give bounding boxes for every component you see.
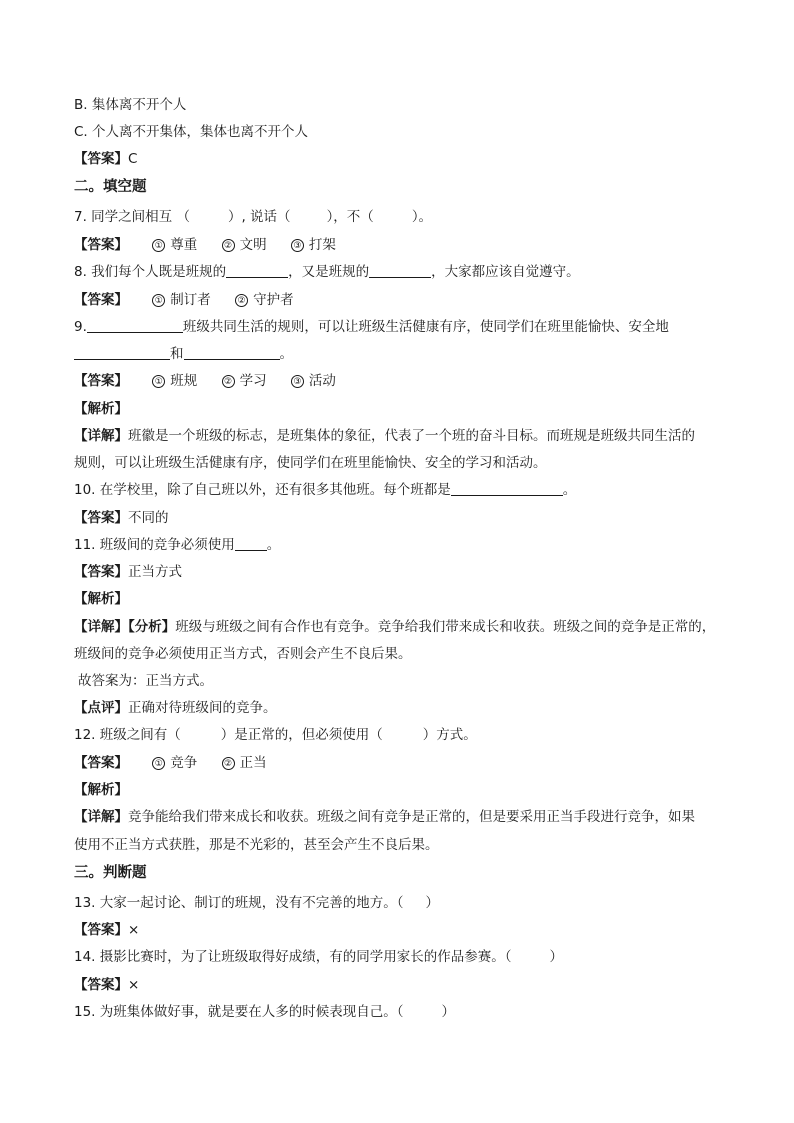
section-title-true-false: 三。判断题 [74, 865, 147, 881]
q10-question [74, 481, 576, 499]
answer-label: 【答案】 [74, 564, 128, 580]
q11-text-2: 。 [266, 537, 281, 553]
q12-text-3: ）方式。 [422, 727, 477, 743]
q12-detail-line-1 [74, 808, 695, 826]
detail-text: 竞争能给我们带来成长和收获。班级之间有竞争是正常的，但是要采用正当手段进行竞争，如果 [128, 809, 695, 825]
answer-item-1: ① 竞争 [152, 755, 197, 771]
q11-answer [74, 563, 182, 581]
answer-label: 【答案】 [74, 510, 128, 526]
q10-text-1: 10. 在学校里，除了自己班以外，还有很多其他班。每个班都是 [74, 482, 451, 498]
answer-value: × [128, 922, 140, 938]
q13-close-paren: ） [425, 895, 440, 911]
q10-text-2: 。 [562, 482, 577, 498]
q9-text-2: 班级共同生活的规则，可以让班级生活健康有序，使同学们在班里能愉快、安全地 [182, 319, 669, 335]
q6-option-c: C. 个人离不开集体，集体也离不开个人 [74, 124, 309, 140]
answer-value: 正当方式 [128, 564, 182, 580]
answer-value: C [128, 151, 138, 167]
q15-question [74, 1003, 455, 1021]
circled-number: ③ [291, 375, 304, 388]
answer-item-1: ① 尊重 [152, 237, 197, 253]
q12-detail-line-2: 使用不正当方式获胜，那是不光彩的，甚至会产生不良后果。 [74, 837, 439, 853]
q7-question [74, 208, 432, 226]
q14-close-paren: ） [549, 949, 564, 965]
q9-detail-line-2: 规则，可以让班级生活健康有序，使同学们在班里能愉快、安全的学习和活动。 [74, 455, 547, 471]
answer-item-2: ② 守护者 [235, 292, 294, 308]
q8-text-2: ，又是班规的 [288, 264, 370, 280]
q11-detail-line-2: 班级间的竞争必须使用正当方式，否则会产生不良后果。 [74, 646, 412, 662]
circled-number: ② [222, 239, 235, 252]
comment-label: 【点评】 [74, 700, 128, 716]
q9-text-3: 和 [170, 346, 184, 362]
q11-question [74, 536, 280, 554]
answer-label: 【答案】 [74, 922, 128, 938]
detail-label: 【详解】 [74, 428, 128, 444]
q13-question [74, 894, 439, 912]
circled-number: ② [222, 375, 235, 388]
q9-blank-1 [87, 319, 183, 333]
circled-number: ② [235, 294, 248, 307]
q13-answer [74, 921, 139, 939]
q12-text-1: 12. 班级之间有（ [74, 727, 181, 743]
answer-label: 【答案】 [74, 755, 128, 771]
q8-blank-2 [369, 264, 431, 278]
q6-option-b: B. 集体离不开个人 [74, 97, 187, 113]
q9-text-1: 9. [74, 319, 87, 335]
q7-text-4: ）。 [411, 209, 433, 225]
answer-label: 【答案】 [74, 977, 128, 993]
q9-question-line-1 [74, 318, 669, 336]
answer-label: 【答案】 [74, 292, 128, 308]
q15-close-paren: ） [441, 1004, 456, 1020]
q14-question [74, 948, 563, 966]
circled-number: ① [152, 294, 165, 307]
q8-text-1: 8. 我们每个人既是班规的 [74, 264, 227, 280]
q11-detail-line-1 [74, 618, 715, 636]
q14-text: 14. 摄影比赛时，为了让班级取得好成绩，有的同学用家长的作品参赛。（ [74, 949, 512, 965]
answer-item-3: ③ 打架 [291, 237, 336, 253]
answer-label: 【答案】 [74, 151, 128, 167]
q9-text-4: 。 [279, 346, 293, 362]
detail-text: 班徽是一个班级的标志，是班集体的象征，代表了一个班的奋斗目标。而班规是班级共同生活的 [128, 428, 695, 444]
answer-label: 【答案】 [74, 237, 128, 253]
q9-detail-line-1 [74, 427, 695, 445]
q13-text: 13. 大家一起讨论、制订的班规，没有不完善的地方。（ [74, 895, 404, 911]
q14-answer [74, 976, 139, 994]
section-title-fill-in: 二。填空题 [74, 179, 147, 195]
q8-text-3: ，大家都应该自觉遵守。 [431, 264, 580, 280]
answer-item-3: ③ 活动 [291, 373, 336, 389]
q9-question-line-2 [74, 345, 293, 363]
detail-label: 【详解】 [74, 809, 128, 825]
q12-answer [74, 754, 267, 772]
q7-text-1: 7. 同学之间相互 （ [74, 209, 190, 225]
circled-number: ① [152, 757, 165, 770]
q15-text: 15. 为班集体做好事，就是要在人多的时候表现自己。（ [74, 1004, 404, 1020]
q12-text-2: ）是正常的，但必须使用（ [220, 727, 383, 743]
q11-analysis-label: 【解析】 [74, 591, 128, 607]
circled-number: ① [152, 239, 165, 252]
answer-item-2: ② 文明 [222, 237, 267, 253]
q9-analysis-label: 【解析】 [74, 401, 128, 417]
q12-question [74, 726, 477, 744]
circled-number: ③ [291, 239, 304, 252]
detail-text: 班级与班级之间有合作也有竞争。竞争给我们带来成长和收获。班级之间的竞争是正常的， [175, 619, 716, 635]
answer-value: × [128, 977, 140, 993]
analyze-label: 【分析】 [128, 619, 176, 635]
q8-blank-1 [226, 264, 288, 278]
q11-text-1: 11. 班级间的竞争必须使用 [74, 537, 235, 553]
answer-value: 不同的 [128, 510, 169, 526]
q9-blank-2 [74, 346, 170, 360]
answer-item-1: ① 制订者 [152, 292, 211, 308]
q6-answer [74, 150, 137, 168]
q11-conclusion: 故答案为：正当方式。 [78, 673, 213, 689]
answer-item-2: ② 正当 [222, 755, 267, 771]
circled-number: ① [152, 375, 165, 388]
q7-answer [74, 236, 336, 254]
q10-blank [451, 482, 563, 496]
q8-answer [74, 291, 294, 309]
q7-text-2: ）, 说话（ [227, 209, 291, 225]
answer-label: 【答案】 [74, 373, 128, 389]
q11-blank [235, 537, 267, 551]
answer-item-2: ② 学习 [222, 373, 267, 389]
q12-analysis-label: 【解析】 [74, 782, 128, 798]
q11-comment [74, 699, 277, 717]
answer-item-1: ① 班规 [152, 373, 197, 389]
q7-text-3: ），不（ [326, 209, 374, 225]
q8-question [74, 263, 580, 281]
detail-label: 【详解】 [74, 619, 128, 635]
comment-text: 正确对待班级间的竞争。 [128, 700, 277, 716]
q10-answer [74, 509, 169, 527]
q9-blank-3 [184, 346, 280, 360]
q9-answer [74, 372, 336, 390]
circled-number: ② [222, 757, 235, 770]
